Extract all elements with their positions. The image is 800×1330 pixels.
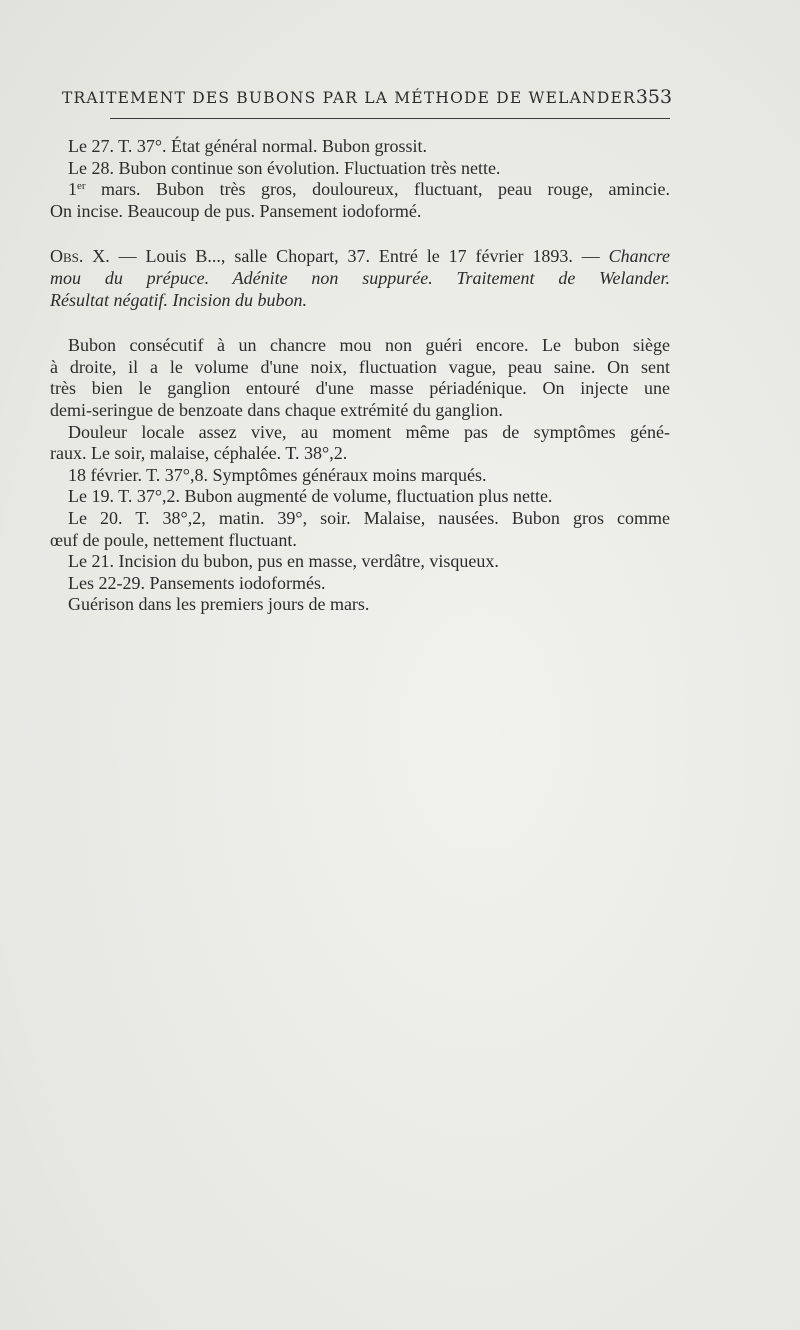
text-line: Les 22-29. Pansements iodoformés. <box>68 572 326 593</box>
text-line: Douleur locale assez vive, au moment même pas de symptômes géné- <box>68 421 670 442</box>
text-line <box>50 179 670 201</box>
superscript-er: er <box>77 180 86 193</box>
obs-heading-line <box>50 290 670 312</box>
text-line: Le 27. T. 37°. État général normal. Bubon grossit. <box>68 136 427 156</box>
paragraph-gap <box>50 311 670 335</box>
obs-intro: — Louis B..., salle Chopart, 37. Entré le 17 février 1893. — <box>109 246 609 267</box>
text-line: Bubon consécutif à un chancre mou non guéri encore. Le bubon siège <box>68 335 670 356</box>
date-number: 1 <box>68 179 77 200</box>
running-title: TRAITEMENT DES BUBONS PAR LA MÉTHODE DE WELANDER <box>62 89 636 107</box>
text-line: demi-seringue de benzoate dans chaque extrémité du ganglion. <box>50 399 503 420</box>
text-line: à droite, il a le volume d'une noix, fluctuation vague, peau saine. On sent <box>50 356 670 377</box>
line-rest: mars. Bubon très gros, douloureux, fluctuant, peau rouge, amincie. <box>85 179 670 200</box>
text-line: On incise. Beaucoup de pus. Pansement iodoformé. <box>50 200 422 221</box>
header-rule <box>110 118 670 119</box>
running-head <box>62 86 673 108</box>
obs-italic: Résultat négatif. Incision du bubon. <box>50 289 307 310</box>
text-line: Le 21. Incision du bubon, pus en masse, verdâtre, visqueux. <box>68 551 499 572</box>
text-line: Le 28. Bubon continue son évolution. Fluctuation très nette. <box>68 157 501 178</box>
paragraph-gap <box>50 222 670 246</box>
obs-italic: Chancre <box>608 246 670 267</box>
text-line: œuf de poule, nettement fluctuant. <box>50 529 297 550</box>
obs-heading-line <box>50 246 670 268</box>
text-line: raux. Le soir, malaise, céphalée. T. 38°,2. <box>50 443 348 464</box>
text-line: très bien le ganglion entouré d'une masse périadénique. On injecte une <box>50 378 670 399</box>
text-line: Le 19. T. 37°,2. Bubon augmenté de volume, fluctuation plus nette. <box>68 486 553 507</box>
obs-heading-line <box>50 268 670 290</box>
body-text <box>50 136 670 616</box>
obs-label: Obs. X. <box>50 246 110 267</box>
page-number: 353 <box>635 86 673 108</box>
text-line: Guérison dans les premiers jours de mars. <box>68 594 370 615</box>
obs-italic: mou du prépuce. Adénite non suppurée. Traitement de Welander. <box>50 267 670 288</box>
text-line: Le 20. T. 38°,2, matin. 39°, soir. Malaise, nausées. Bubon gros comme <box>68 507 670 528</box>
text-line: 18 février. T. 37°,8. Symptômes généraux moins marqués. <box>68 464 487 485</box>
